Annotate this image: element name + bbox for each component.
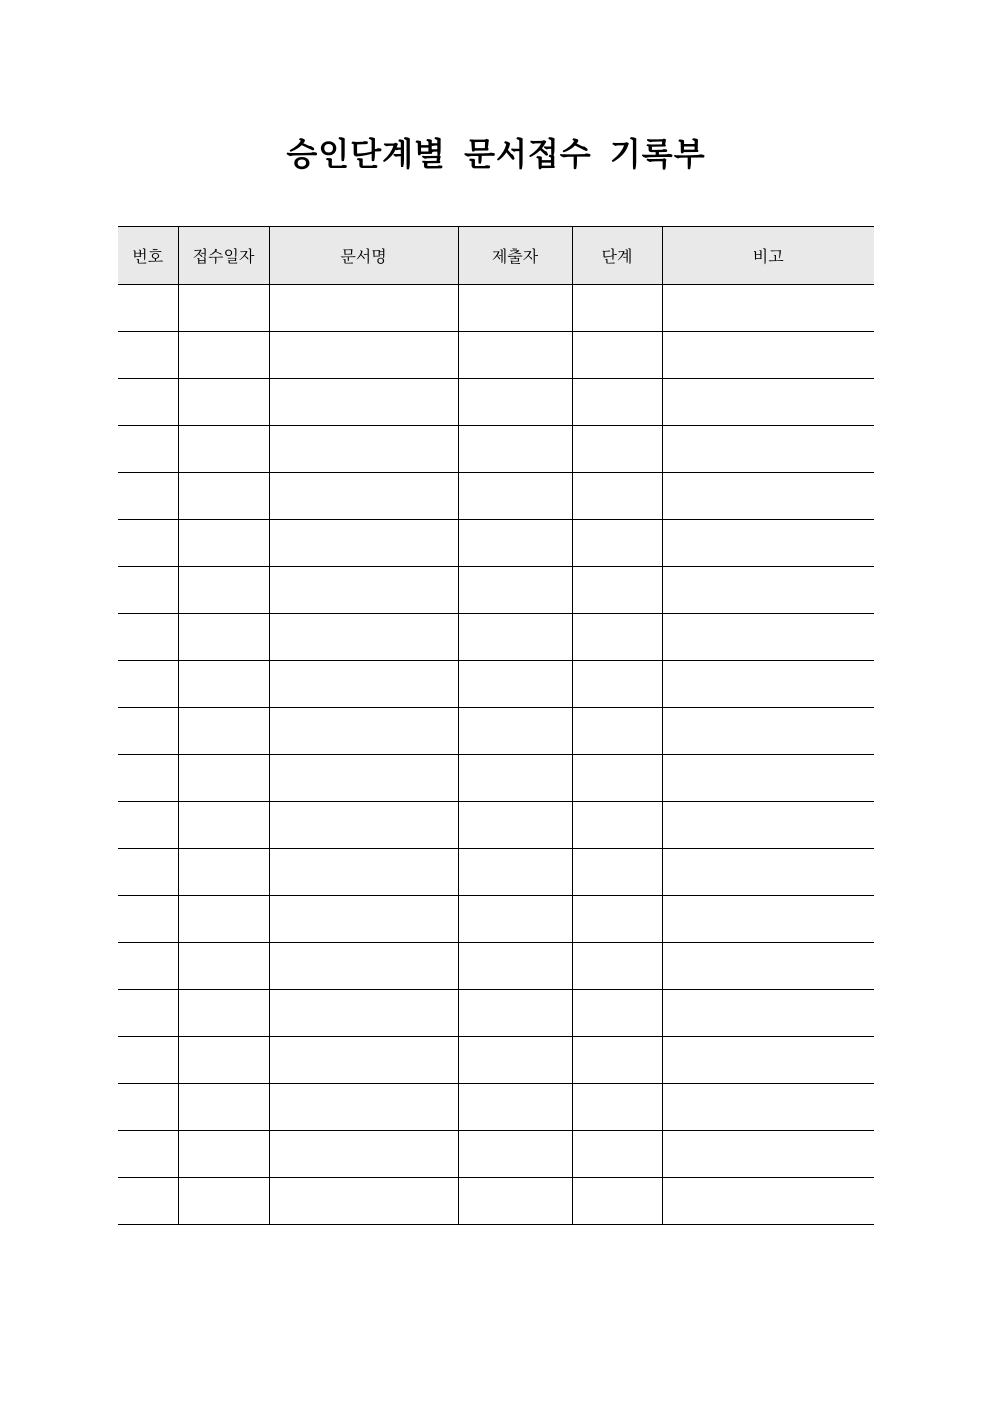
table-cell <box>269 614 458 661</box>
table-cell <box>178 849 269 896</box>
table-cell <box>572 755 662 802</box>
table-cell <box>118 520 178 567</box>
table-row <box>118 943 874 990</box>
table-row <box>118 802 874 849</box>
table-cell <box>178 567 269 614</box>
table-cell <box>178 426 269 473</box>
table-cell <box>269 332 458 379</box>
table-cell <box>458 379 572 426</box>
table-cell <box>572 1131 662 1178</box>
table-cell <box>662 1037 874 1084</box>
table-cell <box>269 285 458 332</box>
table-cell <box>458 896 572 943</box>
table-cell <box>458 473 572 520</box>
table-cell <box>662 1178 874 1225</box>
table-cell <box>118 896 178 943</box>
record-table <box>118 226 874 1225</box>
table-body <box>118 285 874 1225</box>
table-cell <box>178 332 269 379</box>
table-cell <box>178 661 269 708</box>
table-cell <box>269 473 458 520</box>
table-cell <box>662 520 874 567</box>
table-cell <box>572 567 662 614</box>
column-header-stage: 단계 <box>572 227 662 285</box>
table-cell <box>269 426 458 473</box>
table-cell <box>178 1037 269 1084</box>
table-cell <box>178 896 269 943</box>
page-title: 승인단계별 문서접수 기록부 <box>286 135 706 173</box>
table-cell <box>662 614 874 661</box>
table-cell <box>118 285 178 332</box>
table-cell <box>118 473 178 520</box>
table-cell <box>572 1037 662 1084</box>
table-cell <box>118 943 178 990</box>
table-cell <box>662 1084 874 1131</box>
table-cell <box>458 943 572 990</box>
table-cell <box>572 614 662 661</box>
table-cell <box>269 1037 458 1084</box>
table-cell <box>458 332 572 379</box>
table-cell <box>572 426 662 473</box>
table-cell <box>572 802 662 849</box>
table-cell <box>662 990 874 1037</box>
table-cell <box>458 1084 572 1131</box>
table-row <box>118 520 874 567</box>
table-cell <box>269 661 458 708</box>
table-row <box>118 332 874 379</box>
table-cell <box>662 802 874 849</box>
table-cell <box>178 285 269 332</box>
table-cell <box>572 1084 662 1131</box>
table-cell <box>662 285 874 332</box>
table-row <box>118 1131 874 1178</box>
table-row <box>118 379 874 426</box>
table-cell <box>458 755 572 802</box>
table-cell <box>458 520 572 567</box>
table-cell <box>178 1084 269 1131</box>
table-cell <box>118 802 178 849</box>
table-cell <box>662 755 874 802</box>
table-cell <box>269 1084 458 1131</box>
table-cell <box>662 849 874 896</box>
table-row <box>118 708 874 755</box>
table-cell <box>118 1131 178 1178</box>
table-row <box>118 661 874 708</box>
table-cell <box>572 520 662 567</box>
table-header-row <box>118 227 874 285</box>
table-cell <box>269 802 458 849</box>
table-cell <box>269 379 458 426</box>
table-cell <box>118 1178 178 1225</box>
table-cell <box>662 379 874 426</box>
table-cell <box>572 661 662 708</box>
table-cell <box>269 1131 458 1178</box>
table-row <box>118 473 874 520</box>
table-cell <box>178 1178 269 1225</box>
table-cell <box>572 379 662 426</box>
table-cell <box>269 849 458 896</box>
table-cell <box>178 520 269 567</box>
table-cell <box>178 614 269 661</box>
table-cell <box>662 426 874 473</box>
table-cell <box>269 943 458 990</box>
table-cell <box>458 426 572 473</box>
column-header-number: 번호 <box>118 227 178 285</box>
table-cell <box>662 567 874 614</box>
table-cell <box>269 567 458 614</box>
table-cell <box>269 520 458 567</box>
table-cell <box>572 473 662 520</box>
table-cell <box>662 473 874 520</box>
table-cell <box>178 473 269 520</box>
table-cell <box>572 849 662 896</box>
table-cell <box>662 896 874 943</box>
table-cell <box>458 1131 572 1178</box>
table-cell <box>178 755 269 802</box>
table-cell <box>269 1178 458 1225</box>
column-header-receipt-date: 접수일자 <box>178 227 269 285</box>
table-cell <box>458 661 572 708</box>
table-cell <box>458 708 572 755</box>
column-header-submitter: 제출자 <box>458 227 572 285</box>
table-row <box>118 567 874 614</box>
table-cell <box>572 708 662 755</box>
table-cell <box>662 661 874 708</box>
table-cell <box>662 1131 874 1178</box>
table-row <box>118 285 874 332</box>
table-cell <box>118 755 178 802</box>
table-cell <box>572 285 662 332</box>
table-cell <box>572 943 662 990</box>
table-cell <box>458 1178 572 1225</box>
table-cell <box>572 332 662 379</box>
table-row <box>118 755 874 802</box>
table-cell <box>572 1178 662 1225</box>
table-cell <box>662 332 874 379</box>
table-row <box>118 426 874 473</box>
column-header-document-name: 문서명 <box>269 227 458 285</box>
table-cell <box>458 802 572 849</box>
table-cell <box>118 708 178 755</box>
table-cell <box>458 285 572 332</box>
table-row <box>118 896 874 943</box>
table-row <box>118 614 874 661</box>
table-row <box>118 849 874 896</box>
table-cell <box>269 896 458 943</box>
table-cell <box>118 426 178 473</box>
table-cell <box>118 849 178 896</box>
table-row <box>118 990 874 1037</box>
table-cell <box>572 990 662 1037</box>
table-cell <box>118 990 178 1037</box>
table-cell <box>178 379 269 426</box>
table-cell <box>458 849 572 896</box>
table-cell <box>118 379 178 426</box>
table-cell <box>118 661 178 708</box>
table-cell <box>458 567 572 614</box>
table-cell <box>269 755 458 802</box>
table-cell <box>118 614 178 661</box>
table-cell <box>118 332 178 379</box>
column-header-remarks: 비고 <box>662 227 874 285</box>
table-cell <box>458 614 572 661</box>
table-cell <box>269 708 458 755</box>
table-row <box>118 1084 874 1131</box>
table-row <box>118 1037 874 1084</box>
table-cell <box>572 896 662 943</box>
table-cell <box>662 708 874 755</box>
table-cell <box>178 708 269 755</box>
table-cell <box>118 1037 178 1084</box>
table-cell <box>118 1084 178 1131</box>
table-cell <box>178 990 269 1037</box>
table-cell <box>458 990 572 1037</box>
table-cell <box>178 943 269 990</box>
table-cell <box>458 1037 572 1084</box>
table-cell <box>662 943 874 990</box>
table-row <box>118 1178 874 1225</box>
table-cell <box>118 567 178 614</box>
table-cell <box>269 990 458 1037</box>
table-cell <box>178 1131 269 1178</box>
table-cell <box>178 802 269 849</box>
